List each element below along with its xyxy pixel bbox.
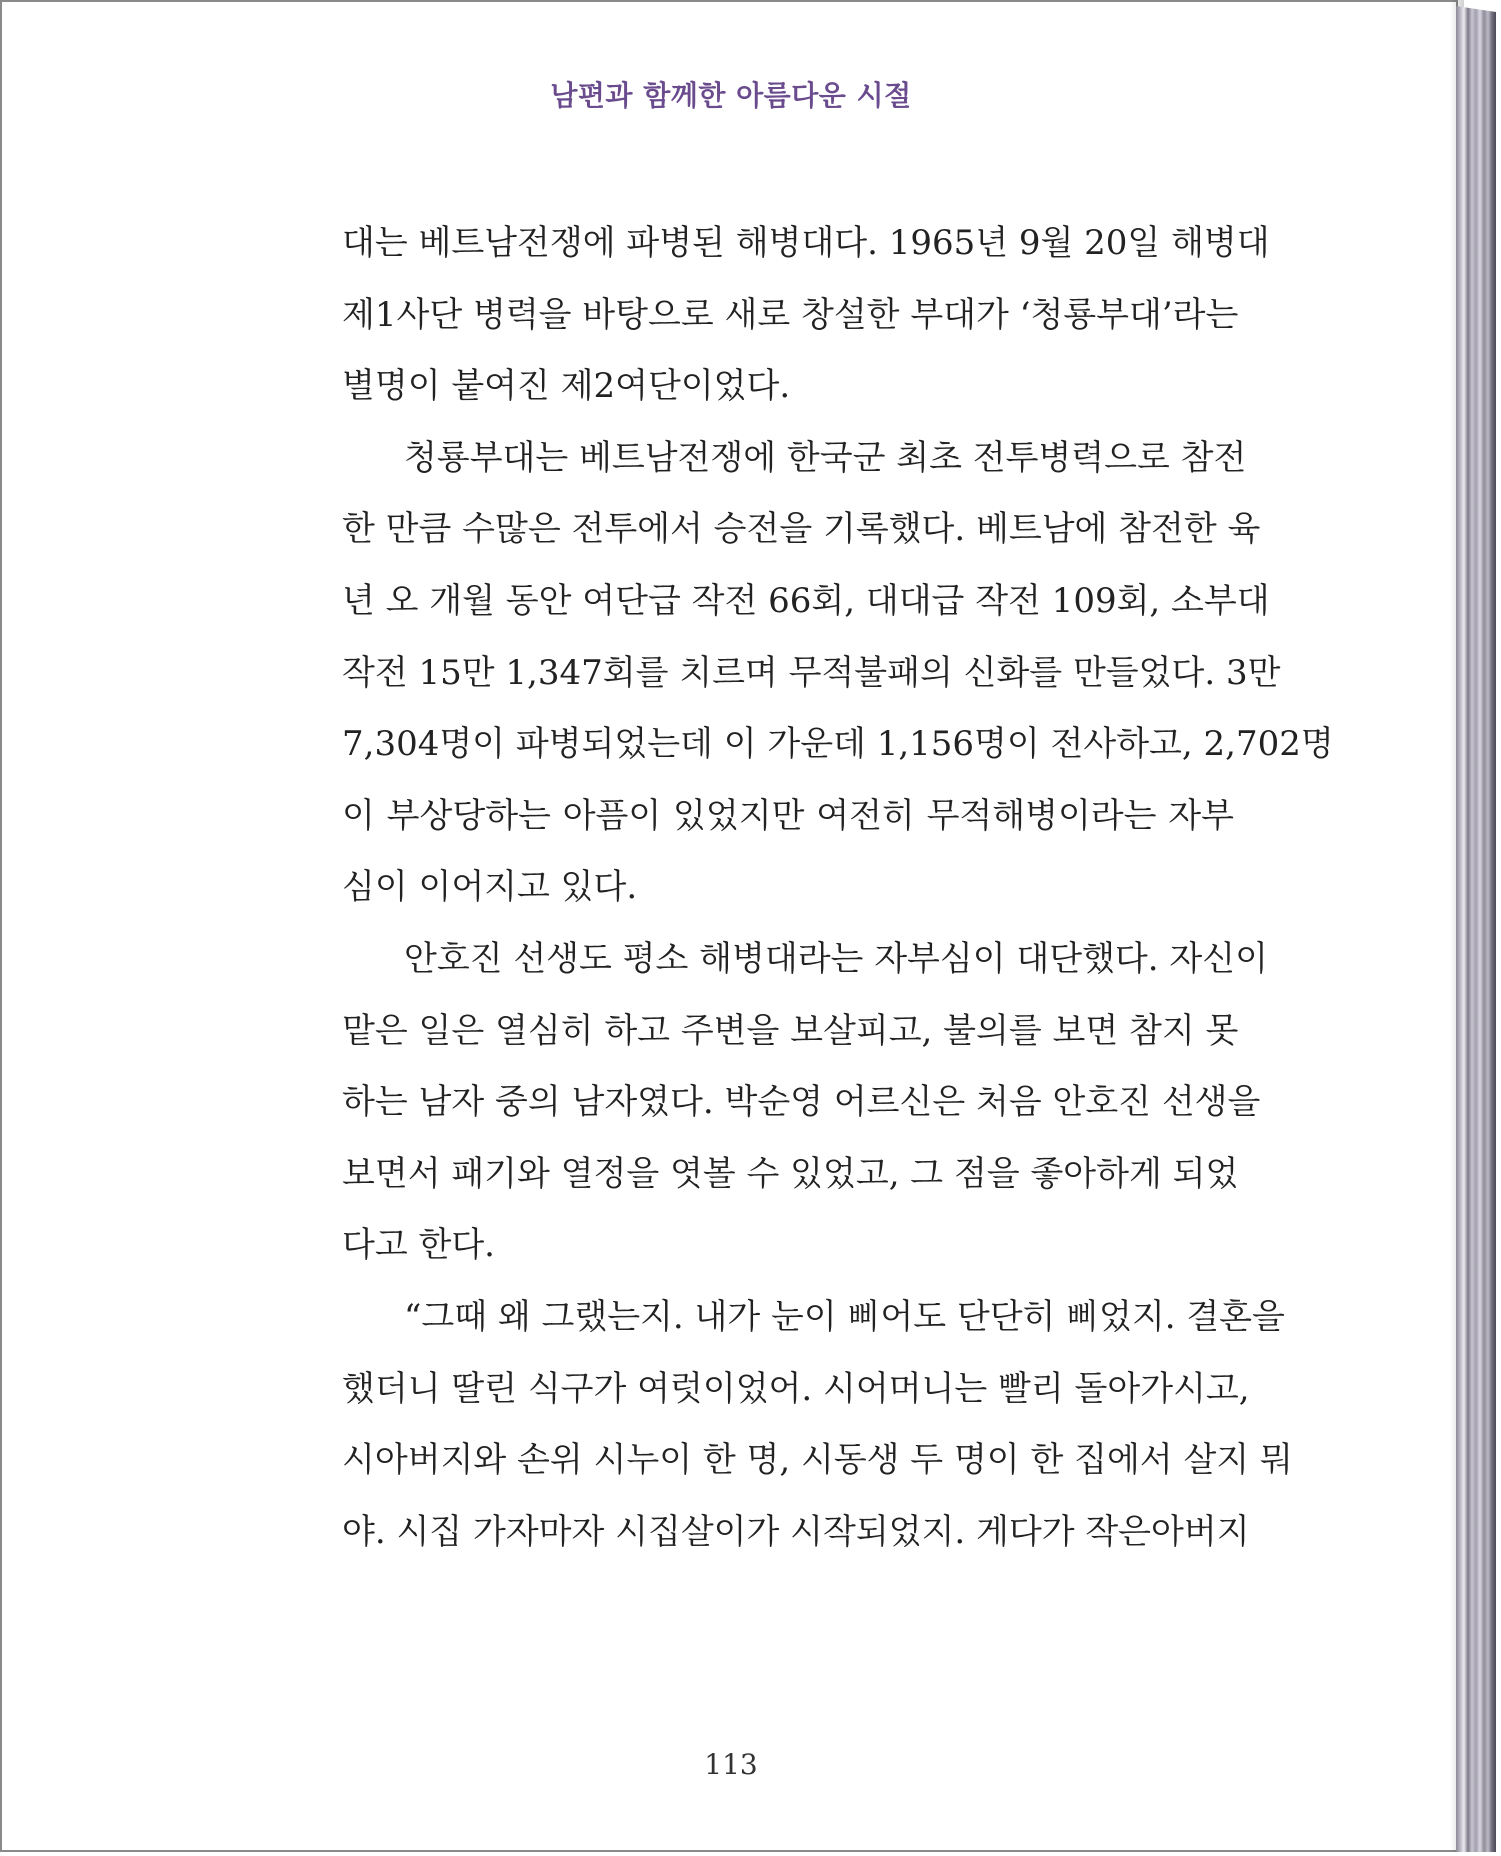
- text-line: 보면서 패기와 열정을 엿볼 수 있었고, 그 점을 좋아하게 되었: [342, 1153, 1239, 1194]
- text-line: 청룡부대는 베트남전쟁에 한국군 최초 전투병력으로 참전: [404, 437, 1247, 478]
- text-line: “그때 왜 그랬는지. 내가 눈이 삐어도 단단히 삐었지. 결혼을: [404, 1296, 1285, 1337]
- text-line: 대는 베트남전쟁에 파병된 해병대다. 1965년 9월 20일 해병대: [342, 223, 1270, 263]
- text-line: 별명이 붙여진 제2여단이었다.: [342, 366, 791, 407]
- text-line: 했더니 딸린 식구가 여럿이었어. 시어머니는 빨리 돌아가시고,: [342, 1368, 1250, 1409]
- text-line: 시아버지와 손위 시누이 한 명, 시동생 두 명이 한 집에서 살지 뭐: [342, 1440, 1293, 1481]
- text-line: 한 만큼 수많은 전투에서 승전을 기록했다. 베트남에 참전한 육: [342, 509, 1261, 550]
- page-edges: [1456, 6, 1496, 1852]
- text-line: 심이 이어지고 있다.: [342, 867, 638, 908]
- text-line: 이 부상당하는 아픔이 있었지만 여전히 무적해병이라는 자부: [342, 795, 1234, 836]
- text-line: 맡은 일은 열심히 하고 주변을 보살피고, 불의를 보면 참지 못: [342, 1010, 1239, 1051]
- text-line: 야. 시집 가자마자 시집살이가 시작되었지. 게다가 작은아버지: [342, 1511, 1250, 1552]
- page-number: 113: [704, 1748, 758, 1781]
- text-line: 제1사단 병력을 바탕으로 새로 창설한 부대가 ‘청룡부대’라는: [342, 294, 1239, 335]
- text-line: 년 오 개월 동안 여단급 작전 66회, 대대급 작전 109회, 소부대: [342, 580, 1270, 621]
- text-line: 안호진 선생도 평소 해병대라는 자부심이 대단했다. 자신이: [404, 938, 1268, 979]
- body-text: [342, 208, 1334, 1568]
- text-line: 7,304명이 파병되었는데 이 가운데 1,156명이 전사하고, 2,702명: [342, 724, 1334, 765]
- text-line: 하는 남자 중의 남자였다. 박순영 어르신은 처음 안호진 선생을: [342, 1082, 1261, 1123]
- running-header: 남편과 함께한 아름다운 시절: [550, 79, 912, 112]
- text-line: 작전 15만 1,347회를 치르며 무적불패의 신화를 만들었다. 3만: [342, 652, 1281, 693]
- text-line: 다고 한다.: [342, 1225, 495, 1266]
